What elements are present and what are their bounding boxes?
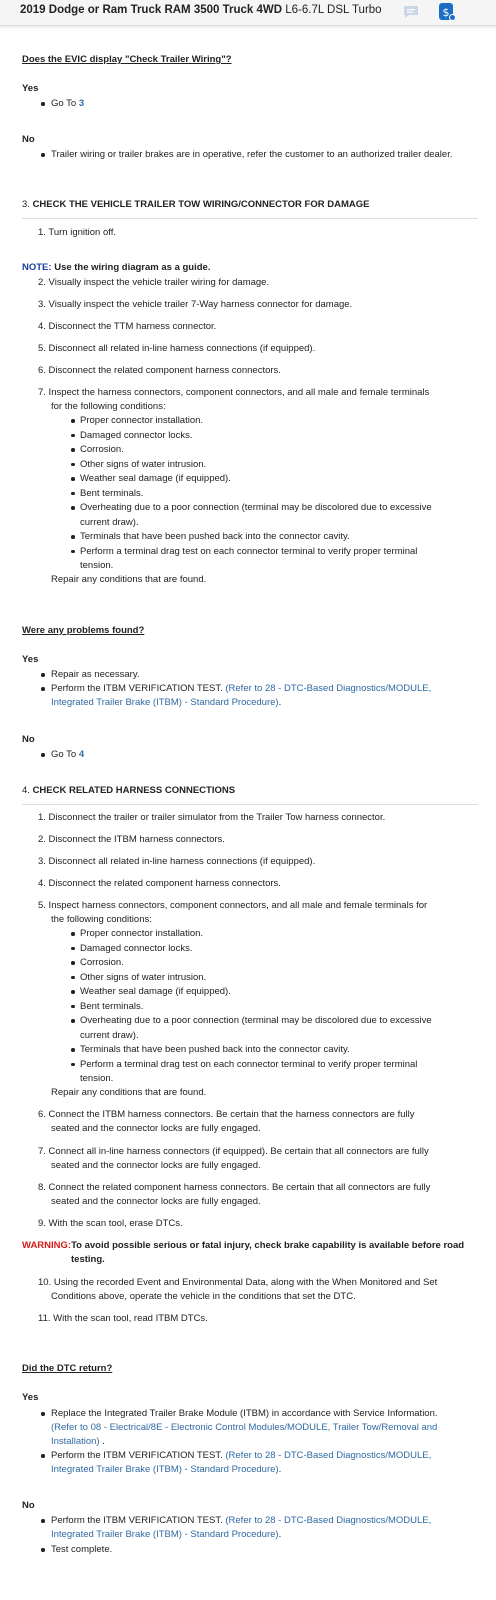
- divider: [22, 804, 478, 805]
- step-item: 8. Connect the related component harness connectors. Be certain that all connectors are fully: [38, 1182, 431, 1193]
- condition-item-continued: tension.: [80, 560, 114, 571]
- condition-item: Bent terminals.: [80, 1000, 480, 1015]
- list-item: Go To 3: [51, 97, 471, 111]
- goto-step-3-link[interactable]: 3: [78, 98, 85, 109]
- step-item-continued: seated and the connector locks are fully engaged.: [51, 1123, 261, 1134]
- step-item: 6. Disconnect the related component harness connectors.: [38, 365, 281, 376]
- repair-note: Repair any conditions that are found.: [51, 1087, 207, 1098]
- condition-item-continued: current draw).: [80, 516, 139, 528]
- itbm-verification-link[interactable]: Integrated Trailer Brake (ITBM) - Standard Procedure): [51, 1529, 279, 1540]
- condition-item: Bent terminals.: [80, 487, 480, 502]
- condition-item: Proper connector installation.: [80, 927, 480, 942]
- step-item: 5. Inspect harness connectors, component connectors, and all male and female terminals for: [38, 900, 428, 911]
- itbm-verification-link[interactable]: Integrated Trailer Brake (ITBM) - Standard Procedure): [51, 697, 279, 708]
- step-item: 1. Disconnect the trailer or trailer simulator from the Trailer Tow harness connector.: [38, 812, 386, 823]
- step-item: 4. Disconnect the TTM harness connector.: [38, 321, 217, 332]
- condition-item: Overheating due to a poor connection (terminal may be discolored due to excessive: [80, 1014, 480, 1029]
- step-item: 5. Disconnect all related in-line harness connections (if equipped).: [38, 343, 316, 354]
- list-item-continued: Integrated Trailer Brake (ITBM) - Standard Procedure).: [51, 1464, 282, 1475]
- itbm-verification-link[interactable]: (Refer to 28 - DTC-Based Diagnostics/MODULE,: [225, 1515, 432, 1526]
- step-item-continued: seated and the connector locks are fully engaged.: [51, 1196, 261, 1207]
- note-label: NOTE:: [22, 262, 52, 273]
- list-item: Perform the ITBM VERIFICATION TEST. (Refer to 28 - DTC-Based Diagnostics/MODULE,: [51, 682, 471, 696]
- step-item: 7. Connect all in-line harness connectors (if equipped). Be certain that all connectors are fully: [38, 1146, 429, 1157]
- warning-callout-continued: testing.: [71, 1254, 105, 1265]
- app-header: [0, 0, 496, 26]
- condition-item: Perform a terminal drag test on each connector terminal to verify proper terminal: [80, 1058, 480, 1073]
- chat-icon[interactable]: [402, 3, 420, 26]
- condition-item: Corrosion.: [80, 956, 480, 971]
- step-item-continued: the following conditions:: [51, 914, 152, 925]
- condition-item-continued: tension.: [80, 1073, 114, 1084]
- itbm-verification-link[interactable]: (Refer to 28 - DTC-Based Diagnostics/MODULE,: [225, 683, 432, 694]
- warning-callout: WARNING:To avoid possible serious or fatal injury, check brake capability is available before road: [22, 1240, 465, 1251]
- list-item-continued: Integrated Trailer Brake (ITBM) - Standard Procedure).: [51, 1529, 282, 1540]
- question-evic-display: Does the EVIC display "Check Trailer Wiring"?: [22, 54, 232, 65]
- itbm-verification-link[interactable]: (Refer to 28 - DTC-Based Diagnostics/MODULE,: [225, 1450, 432, 1461]
- condition-item: Perform a terminal drag test on each connector terminal to verify proper terminal: [80, 545, 480, 560]
- list-item: Repair as necessary.: [51, 668, 471, 682]
- answer-no-label: No: [22, 1500, 35, 1511]
- answer-yes-label: Yes: [22, 83, 39, 94]
- list-item-continued: [51, 1421, 471, 1435]
- step-item: 11. With the scan tool, read ITBM DTCs.: [38, 1313, 208, 1324]
- step-item: 10. Using the recorded Event and Environmental Data, along with the When Monitored and Set: [38, 1277, 438, 1288]
- step-item-continued: seated and the connector locks are fully engaged.: [51, 1160, 261, 1171]
- vehicle-title: [20, 4, 382, 16]
- list-item-continued: Installation) .: [51, 1436, 105, 1447]
- repair-note: Repair any conditions that are found.: [51, 574, 207, 585]
- itbm-removal-link[interactable]: (Refer to 08 - Electrical/8E - Electronic Control Modules/MODULE, Trailer Tow/Removal and: [51, 1422, 438, 1433]
- step-item: 9. With the scan tool, erase DTCs.: [38, 1218, 183, 1229]
- itbm-removal-link[interactable]: Installation): [51, 1436, 100, 1447]
- condition-item: Damaged connector locks.: [80, 429, 480, 444]
- price-tag-icon[interactable]: [437, 2, 457, 27]
- list-item: Trailer wiring or trailer brakes are in operative, refer the customer to an authorized trailer dealer.: [51, 148, 461, 162]
- answer-yes-label: Yes: [22, 1392, 39, 1403]
- warning-label: WARNING:: [22, 1240, 72, 1251]
- condition-item: Proper connector installation.: [80, 414, 480, 429]
- question-problems-found: Were any problems found?: [22, 625, 145, 636]
- itbm-verification-link[interactable]: Integrated Trailer Brake (ITBM) - Standard Procedure): [51, 1464, 279, 1475]
- list-item: Perform the ITBM VERIFICATION TEST. (Refer to 28 - DTC-Based Diagnostics/MODULE,: [51, 1449, 471, 1463]
- condition-item: Other signs of water intrusion.: [80, 458, 480, 473]
- condition-item-continued: current draw).: [80, 1029, 139, 1041]
- condition-item: Weather seal damage (if equipped).: [80, 985, 480, 1000]
- step-item: 1. Turn ignition off.: [38, 227, 116, 238]
- divider: [22, 218, 478, 219]
- step-item: 6. Connect the ITBM harness connectors. Be certain that the harness connectors are fully: [38, 1109, 415, 1120]
- goto-step-4-link[interactable]: 4: [78, 749, 85, 760]
- list-item: Go To 4: [51, 748, 471, 762]
- step-item: 2. Visually inspect the vehicle trailer wiring for damage.: [38, 277, 270, 288]
- answer-no-label: No: [22, 134, 35, 145]
- step-item-continued: for the following conditions:: [51, 401, 166, 412]
- condition-item: Terminals that have been pushed back into the connector cavity.: [80, 1043, 480, 1058]
- vehicle-title-bold: 2019 Dodge or Ram Truck RAM 3500 Truck 4WD: [20, 4, 283, 16]
- list-item: Test complete.: [51, 1543, 471, 1557]
- step-item: 2. Disconnect the ITBM harness connectors.: [38, 834, 225, 845]
- condition-item: Other signs of water intrusion.: [80, 971, 480, 986]
- list-item-continued: Integrated Trailer Brake (ITBM) - Standard Procedure).: [51, 697, 282, 708]
- answer-yes-label: Yes: [22, 654, 39, 665]
- condition-item: Damaged connector locks.: [80, 942, 480, 957]
- list-item: Replace the Integrated Trailer Brake Module (ITBM) in accordance with Service Information.: [51, 1407, 471, 1421]
- step-item: 7. Inspect the harness connectors, component connectors, and all male and female terminals: [38, 387, 430, 398]
- step-item: 3. Visually inspect the vehicle trailer 7-Way harness connector for damage.: [38, 299, 353, 310]
- step-item: 3. Disconnect all related in-line harness connections (if equipped).: [38, 856, 316, 867]
- list-item: Perform the ITBM VERIFICATION TEST. (Refer to 28 - DTC-Based Diagnostics/MODULE,: [51, 1514, 471, 1528]
- step-item-continued: Conditions above, operate the vehicle in the conditions that set the DTC.: [51, 1291, 356, 1302]
- step-item: 4. Disconnect the related component harness connectors.: [38, 878, 281, 889]
- condition-item: Overheating due to a poor connection (terminal may be discolored due to excessive: [80, 501, 480, 516]
- condition-item: Corrosion.: [80, 443, 480, 458]
- question-dtc-return: Did the DTC return?: [22, 1363, 113, 1374]
- svg-text:$: $: [442, 6, 450, 19]
- answer-no-label: No: [22, 734, 35, 745]
- note-callout: NOTE: Use the wiring diagram as a guide.: [22, 262, 211, 273]
- condition-item: Weather seal damage (if equipped).: [80, 472, 480, 487]
- vehicle-title-engine: L6-6.7L DSL Turbo: [282, 4, 382, 16]
- condition-item: Terminals that have been pushed back into the connector cavity.: [80, 530, 480, 545]
- step-4-heading: 4. CHECK RELATED HARNESS CONNECTIONS: [22, 785, 236, 796]
- step-3-heading: 3. CHECK THE VEHICLE TRAILER TOW WIRING/CONNECTOR FOR DAMAGE: [22, 199, 370, 210]
